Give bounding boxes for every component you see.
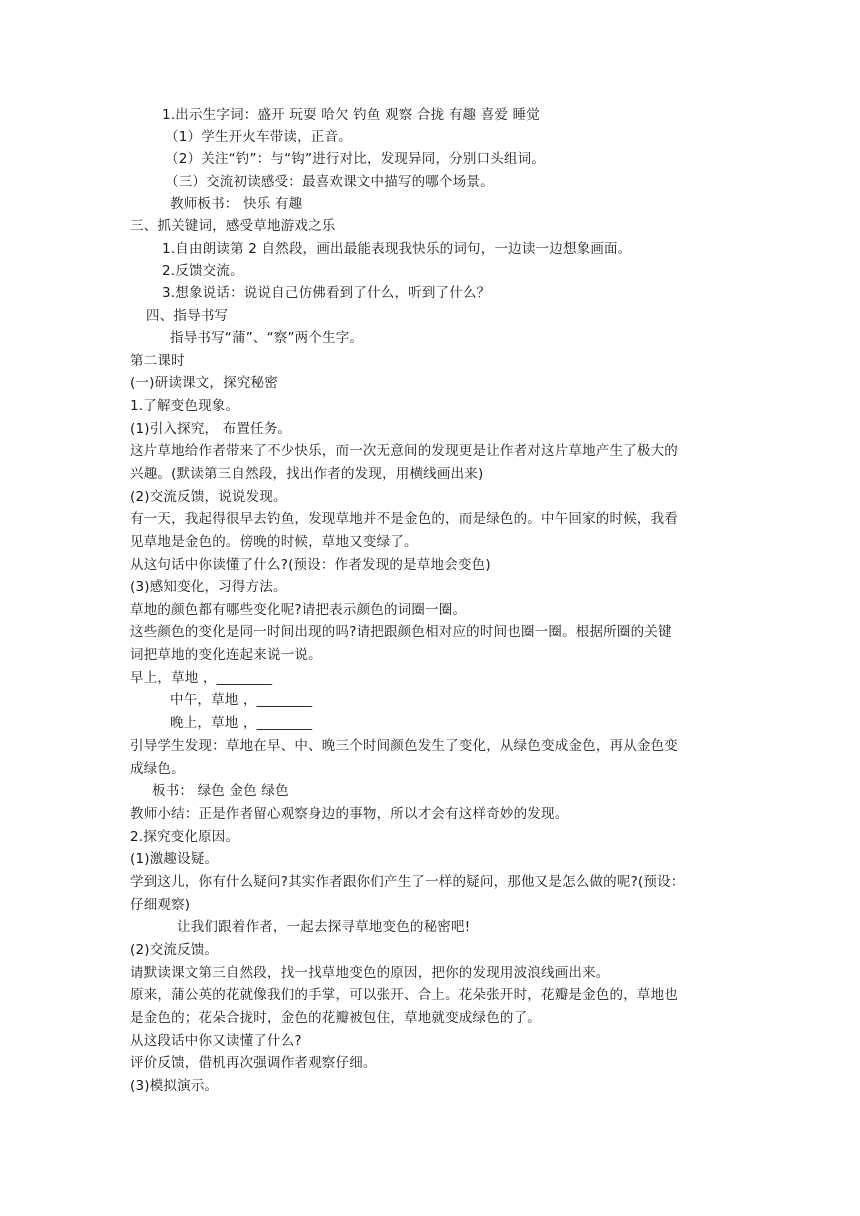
text-line: 引导学生发现：草地在早、中、晚三个时间颜色发生了变化，从绿色变成金色，再从金色变 <box>130 738 678 754</box>
text-line: 仔细观察) <box>130 897 191 913</box>
text-line: 2.反馈交流。 <box>162 263 244 279</box>
text-line: 成绿色。 <box>130 761 185 777</box>
text-line: 从这句话中你读懂了什么?(预设：作者发现的是草地会变色) <box>130 557 491 573</box>
text-line: 有一天，我起得很早去钓鱼，发现草地并不是金色的，而是绿色的。中午回家的时候，我看 <box>130 511 678 527</box>
text-line: 见草地是金色的。傍晚的时候，草地又变绿了。 <box>130 534 418 550</box>
text-line: 草地的颜色都有哪些变化呢?请把表示颜色的词圈一圈。 <box>130 602 467 618</box>
text-line: (2)交流反馈，说说发现。 <box>130 489 287 505</box>
text-line: 学到这儿，你有什么疑问?其实作者跟你们产生了一样的疑问，那他又是怎么做的呢?(预设： <box>130 874 685 890</box>
text-line: (3)模拟演示。 <box>130 1078 219 1094</box>
text-line: 这些颜色的变化是同一时间出现的吗?请把跟颜色相对应的时间也圈一圈。根据所圈的关键 <box>130 624 672 640</box>
section-heading: 第二课时 <box>130 353 185 369</box>
text-line: 3.想象说话：说说自己仿佛看到了什么，听到了什么？ <box>162 285 491 301</box>
text-line: （1）学生开火车带读，正音。 <box>165 129 352 145</box>
text-line: （三）交流初读感受：最喜欢课文中描写的哪个场景。 <box>165 174 494 190</box>
text-line: 1.了解变色现象。 <box>130 398 240 414</box>
text-line: 词把草地的变化连起来说一说。 <box>130 647 322 663</box>
text-line: 板书： 绿色 金色 绿色 <box>152 783 289 799</box>
text-line: 原来，蒲公英的花就像我们的手掌，可以张开、合上。花朵张开时，花瓣是金色的，草地也 <box>130 987 678 1003</box>
section-heading: 三、抓关键词，感受草地游戏之乐 <box>130 218 336 234</box>
section-heading: (一)研读课文，探究秘密 <box>130 375 278 391</box>
text-line: 请默读课文第三自然段，找一找草地变色的原因，把你的发现用波浪线画出来。 <box>130 965 610 981</box>
fill-blank-line: 晚上，草地 ，________ <box>170 715 313 731</box>
text-line: 2.探究变化原因。 <box>130 829 240 845</box>
fill-blank-line: 早上，草地 ，________ <box>130 670 273 686</box>
section-heading: 四、指导书写 <box>146 308 229 324</box>
text-line: 评价反馈，借机再次强调作者观察仔细。 <box>130 1055 377 1071</box>
text-line: (3)感知变化，习得方法。 <box>130 579 287 595</box>
text-line: 从这段话中你又读懂了什么? <box>130 1033 302 1049</box>
text-line: 兴趣。(默读第三自然段，找出作者的发现，用横线画出来) <box>130 466 484 482</box>
text-line: （2）关注“钓”：与“钩”进行对比，发现异同，分别口头组词。 <box>165 151 546 167</box>
text-line: 这片草地给作者带来了不少快乐，而一次无意间的发现更是让作者对这片草地产生了极大的 <box>130 443 678 459</box>
text-line: 教师小结：正是作者留心观察身边的事物，所以才会有这样奇妙的发现。 <box>130 806 569 822</box>
text-line: 是金色的；花朵合拢时，金色的花瓣被包住，草地就变成绿色的了。 <box>130 1010 541 1026</box>
text-line: 指导书写“蒲”、“察”两个生字。 <box>170 330 364 346</box>
text-line: (2)交流反馈。 <box>130 942 219 958</box>
text-line: 1.出示生字词：盛开 玩耍 哈欠 钓鱼 观察 合拢 有趣 喜爱 睡觉 <box>162 107 541 123</box>
text-line: (1)激趣设疑。 <box>130 851 219 867</box>
text-line: (1)引入探究， 布置任务。 <box>130 421 292 437</box>
text-line: 教师板书： 快乐 有趣 <box>170 196 303 212</box>
text-line: 1.自由朗读第 2 自然段，画出最能表现我快乐的词句，一边读一边想象画面。 <box>162 241 632 257</box>
fill-blank-line: 中午，草地 ，________ <box>170 692 313 708</box>
text-line: 让我们跟着作者，一起去探寻草地变色的秘密吧! <box>177 919 471 935</box>
